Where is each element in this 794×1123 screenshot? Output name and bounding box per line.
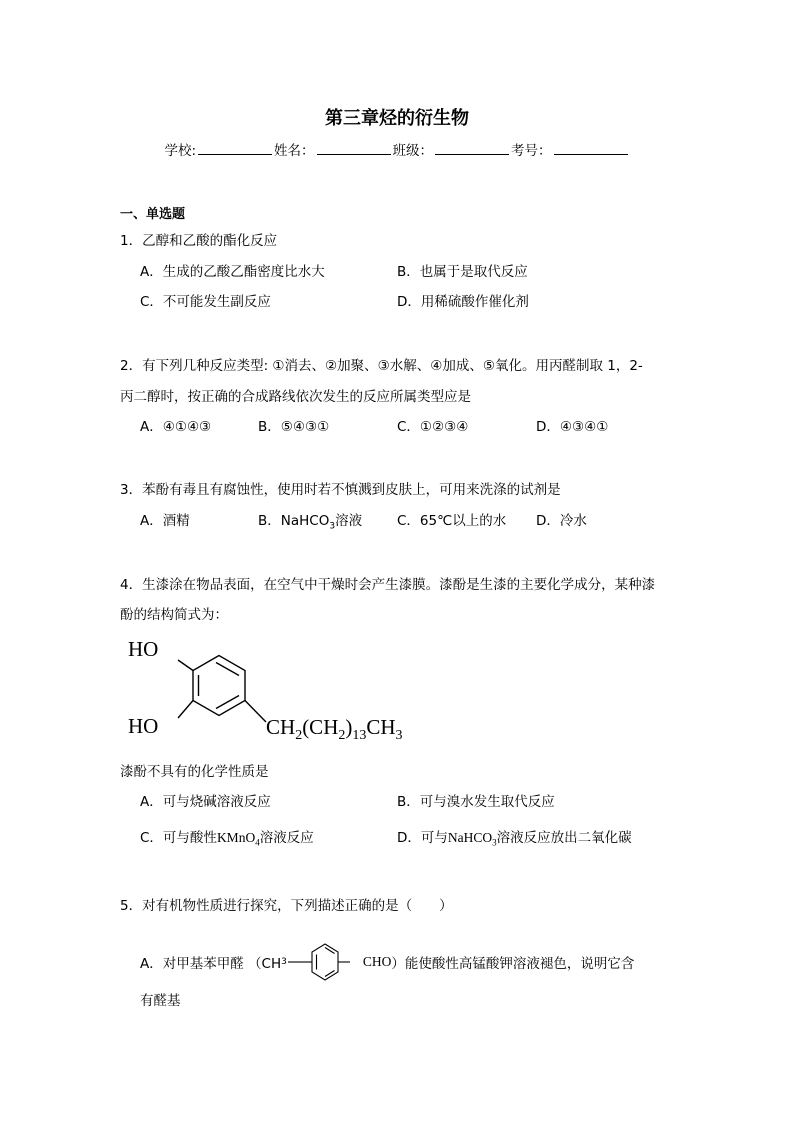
q3-option-a[interactable]: A．酒精 <box>140 513 190 529</box>
top-oh-bond <box>178 660 193 671</box>
school-label: 学校: <box>164 143 197 159</box>
q3-option-b-subscript: 3 <box>329 521 336 532</box>
student-info-line <box>0 139 794 159</box>
q2-option-d[interactable]: D．④③④① <box>536 419 609 435</box>
q5-stem: 5．对有机物性质进行探究，下列描述正确的是（ ） <box>120 898 453 914</box>
bottom-hydroxyl-label: HO <box>128 714 159 738</box>
q5-ch3-subscript: 3 <box>281 957 287 967</box>
q4-option-c-suffix: 溶液反应 <box>259 830 314 846</box>
number-blank[interactable] <box>554 142 628 155</box>
q5-option-a[interactable] <box>140 941 634 983</box>
para-tolualdehyde-ring <box>288 941 362 983</box>
q2-option-a[interactable]: A．④①④③ <box>140 419 212 435</box>
q4-option-a[interactable]: A．可与烧碱溶液反应 <box>140 794 271 810</box>
q4-stem-line2: 酚的结构简式为： <box>120 607 228 623</box>
q1-option-a[interactable]: A．生成的乙酸乙酯密度比水大 <box>140 264 325 280</box>
kmno4-subscript: 4 <box>255 837 260 848</box>
q2-option-b[interactable]: B．⑤④③① <box>258 419 330 435</box>
q4-question: 漆酚不具有的化学性质是 <box>120 764 269 780</box>
q1-stem: 1．乙醇和乙酸的酯化反应 <box>120 233 278 249</box>
alkyl-chain-label: $CH_2(CH_2)_{13}CH_3$ <box>266 715 403 743</box>
q2-option-c[interactable]: C．①②③④ <box>397 419 469 435</box>
number-label: 考号： <box>511 143 552 159</box>
class-label: 班级： <box>392 143 434 159</box>
name-blank[interactable] <box>317 142 391 155</box>
name-label: 姓名： <box>274 143 315 159</box>
top-hydroxyl-label: HO <box>128 637 159 661</box>
nahco3-subscript: 3 <box>492 837 497 848</box>
class-blank[interactable] <box>435 142 509 155</box>
q3-stem: 3．苯酚有毒且有腐蚀性，使用时若不慎溅到皮肤上，可用来洗涤的试剂是 <box>120 482 561 498</box>
q3-option-c[interactable]: C．65℃以上的水 <box>397 513 507 529</box>
section-heading: 一、单选题 <box>120 207 186 222</box>
q5-option-a-line2: 有醛基 <box>140 993 181 1009</box>
q5-cho-group: CHO <box>362 954 392 969</box>
q3-option-b-suffix: 溶液 <box>335 513 363 529</box>
q4-option-b[interactable]: B．可与溴水发生取代反应 <box>397 794 555 810</box>
q4-option-d-prefix: D．可与 <box>397 830 448 846</box>
q4-stem-line1: 4．生漆涂在物品表面，在空气中干燥时会产生漆膜。漆酚是生漆的主要化学成分，某种漆 <box>120 577 656 593</box>
q1-option-b[interactable]: B．也属于是取代反应 <box>397 264 528 280</box>
q4-option-c-prefix: C．可与酸性 <box>140 830 217 846</box>
q3-option-b[interactable] <box>258 509 362 532</box>
benzene-ring <box>178 656 266 723</box>
q3-option-b-prefix: B．NaHCO <box>258 513 330 529</box>
q4-option-d[interactable] <box>397 826 632 848</box>
q2-stem-line1: 2．有下列几种反应类型: ①消去、②加聚、③水解、④加成、⑤氧化。用丙醛制取 1，2- <box>120 358 643 374</box>
q3-option-d[interactable]: D．冷水 <box>536 513 587 529</box>
q5-option-a-suffix: ）能使酸性高锰酸钾溶液褪色，说明它含 <box>391 956 635 972</box>
page-title: 第三章烃的衍生物 <box>325 108 469 129</box>
urushiol-structure-diagram <box>120 630 440 750</box>
q1-option-c[interactable]: C．不可能发生副反应 <box>140 294 271 310</box>
bottom-oh-bond <box>178 701 193 719</box>
q1-option-d[interactable]: D．用稀硫酸作催化剂 <box>397 294 529 310</box>
q4-option-d-suffix: 溶液反应放出二氧化碳 <box>496 830 632 846</box>
q4-option-c[interactable] <box>140 826 314 848</box>
school-blank[interactable] <box>198 142 272 155</box>
kmno4-formula: KMnO <box>216 830 256 845</box>
nahco3-formula: NaHCO <box>447 830 493 845</box>
q2-stem-line2: 丙二醇时，按正确的合成路线依次发生的反应所属类型应是 <box>120 389 471 405</box>
q5-option-a-prefix: A．对甲基苯甲醛 （CH <box>140 956 282 972</box>
side-chain-bond <box>245 701 266 723</box>
